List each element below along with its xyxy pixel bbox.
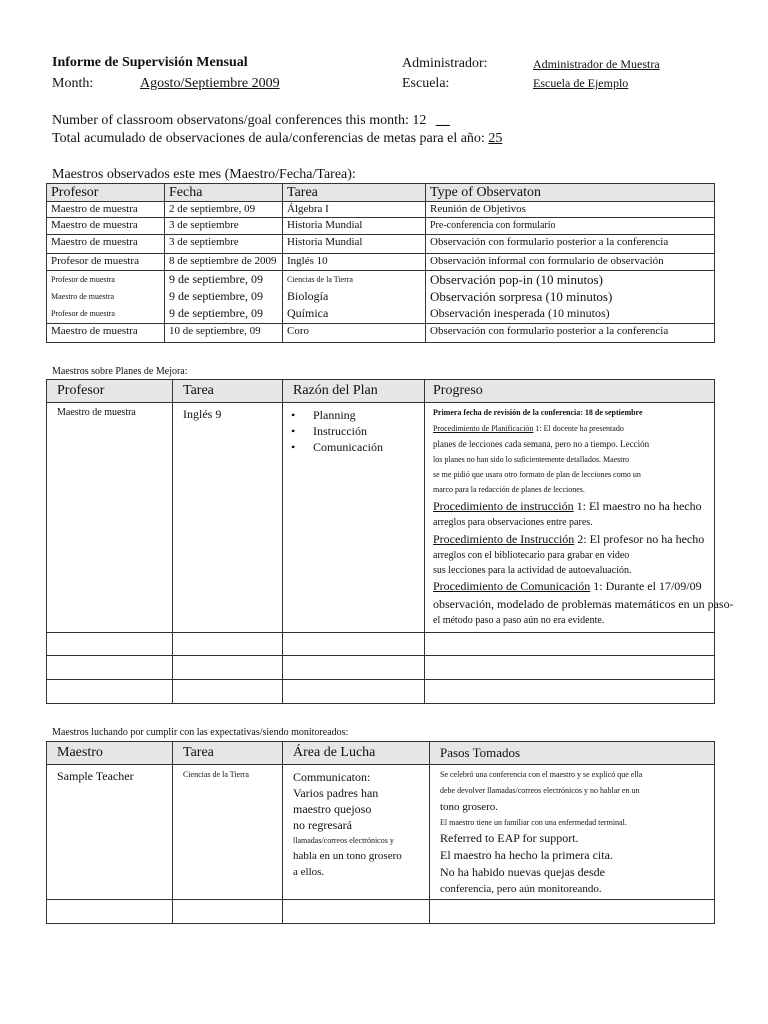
col-header-type: Type of Observaton [426,184,715,202]
struggling-header-row [47,742,715,765]
progress-heading: Procedimiento de Planificación [433,424,534,433]
area-line: llamadas/correos electrónicos y [293,836,394,845]
empty-cell [173,633,283,656]
col-header-maestro: Maestro [47,742,173,765]
table-row [47,202,715,218]
area-line: Varios padres han [293,786,379,800]
progress-line: sus lecciones para la actividad de autoevaluación. [433,565,632,576]
school-label: Escuela: [402,76,450,91]
cell-date: 10 de septiembre, 09 [165,324,283,343]
empty-cell [425,656,715,680]
cell-teacher: Profesor de muestra [47,254,165,271]
progress-line: el método paso a paso aún no era evidente. [433,615,605,626]
monthly-count-blank: __ [435,113,450,128]
progress-line: arreglos con el bibliotecario para grabar en video [433,550,630,561]
progress-line: los planes no han sido lo suficientemente detallados. Maestro [433,455,630,464]
col-header-tarea: Tarea [173,742,283,765]
cell-teacher: Sample Teacher [47,765,173,900]
progress-heading: Procedimiento de Instrucción [433,532,575,546]
col-header-fecha: Fecha [165,184,283,202]
cell-course: Ciencias de la Tierra [287,275,353,284]
empty-cell [425,680,715,704]
table-row [47,900,715,924]
progress-line: observación, modelado de problemas matemáticos en un paso- [433,597,734,611]
list-item: • Instrucción [291,423,416,439]
progress-text: 1: El docente ha presentado [533,424,624,433]
report-title: Informe de Supervisión Mensual [52,55,248,70]
list-item: • Planning [291,407,416,423]
empty-cell [173,900,283,924]
empty-cell [430,900,715,924]
cell-type: Observación con formulario posterior a la conferencia [426,235,715,254]
empty-cell [425,633,715,656]
steps-line: Se celebró una conferencia con el maestro y se explicó que ella [440,770,643,779]
cell-teacher-group [47,271,165,324]
cell-course: Biología [287,289,329,303]
area-line: no regresará [293,818,352,832]
steps-line: Referred to EAP for support. [440,831,579,845]
steps-line: tono grosero. [440,801,499,813]
progress-line: Primera fecha de revisión de la conferencia: 18 de septiembre [433,408,643,417]
steps-line: conferencia, pero aún monitoreando. [440,883,602,895]
yearly-total-line [52,131,502,147]
progress-line: marco para la redacción de planes de lecciones. [433,485,585,494]
area-line: habla en un tono grosero [293,850,402,862]
month-label: Month: [52,76,94,91]
cell-course: Historia Mundial [283,235,426,254]
empty-cell [283,680,425,704]
progress-heading: Procedimiento de instrucción [433,499,574,513]
cell-progress [425,403,734,633]
table-row [47,235,715,254]
admin-value: Administrador de Muestra [533,57,660,71]
cell-course: Álgebra I [283,202,426,218]
cell-date: 3 de septiembre [165,218,283,235]
struggling-table [46,741,715,924]
steps-line: El maestro ha hecho la primera cita. [440,848,613,862]
cell-type-group [426,271,715,324]
cell-type: Observación inesperada (10 minutos) [430,306,610,320]
admin-label: Administrador: [402,56,488,71]
cell-course: Coro [283,324,426,343]
observed-table [46,183,715,343]
cell-date: 9 de septiembre, 09 [169,306,263,320]
cell-date-group [165,271,283,324]
progress-line: se me pidió que usara otro formato de plan de lecciones como un [433,470,641,479]
empty-cell [173,680,283,704]
cell-type: Observación con formulario posterior a la conferencia [426,324,715,343]
empty-cell [47,900,173,924]
cell-course: Ciencias de la Tierra [173,765,283,900]
progress-line: arreglos para observaciones entre pares. [433,517,593,528]
improvement-header-row [47,380,715,403]
cell-course: Química [287,306,329,320]
col-header-pasos: Pasos Tomados [430,742,715,765]
table-row [47,218,715,235]
cell-teacher: Maestro de muestra [47,324,165,343]
cell-type: Observación informal con formulario de observación [426,254,715,271]
cell-course: Historia Mundial [283,218,426,235]
progress-line [433,578,706,595]
cell-teacher: Profesor de muestra [51,275,115,284]
table-row [47,656,715,680]
struggling-caption: Maestros luchando por cumplir con las expectativas/siendo monitoreados: [52,727,349,738]
cell-date: 3 de septiembre [165,235,283,254]
cell-course: Inglés 9 [173,403,283,633]
steps-line: No ha habido nuevas quejas desde [440,865,605,879]
empty-cell [47,633,173,656]
progress-line [433,531,706,548]
monthly-count-text: Number of classroom observatons/goal conferences this month: 12 [52,113,427,128]
cell-type: Observación pop-in (10 minutos) [430,272,603,287]
area-line: Communicaton: [293,770,371,784]
progress-line: planes de lecciones cada semana, pero no a tiempo. Lección [433,439,650,449]
progress-text: 1: Durante el 17/09/09 [590,579,702,593]
cell-course-group [283,271,426,324]
cell-teacher: Profesor de muestra [51,309,115,318]
progress-heading: Procedimiento de Comunicación [433,579,591,593]
col-header-tarea: Tarea [173,380,283,403]
col-header-tarea: Tarea [283,184,426,202]
cell-teacher: Maestro de muestra [47,403,173,633]
empty-cell [283,656,425,680]
col-header-area: Área de Lucha [283,742,430,765]
yearly-total-text: Total acumulado de observaciones de aula/conferencias de metas para el año: [52,131,485,146]
table-row [47,403,715,633]
cell-area [283,765,430,900]
cell-reasons [283,403,425,633]
table-row [47,324,715,343]
school-value: Escuela de Ejemplo [533,76,629,90]
empty-cell [283,900,430,924]
table-row [47,680,715,704]
steps-line: debe devolver llamadas/correos electrónicos y no hablar en un [440,786,640,795]
empty-cell [173,656,283,680]
cell-teacher: Maestro de muestra [47,202,165,218]
progress-line [433,421,706,437]
table-row [47,765,715,900]
observed-header-row [47,184,715,202]
area-line: a ellos. [293,866,325,878]
cell-date: 9 de septiembre, 09 [169,272,263,286]
cell-teacher: Maestro de muestra [51,292,115,301]
cell-type: Reunión de Objetivos [426,202,715,218]
cell-course: Inglés 10 [283,254,426,271]
empty-cell [283,633,425,656]
col-header-razon: Razón del Plan [283,380,425,403]
table-row [47,271,715,324]
col-header-progreso: Progreso [425,380,715,403]
col-header-profesor: Profesor [47,380,173,403]
progress-line [433,498,706,515]
yearly-total-value: 25 [488,131,503,146]
reason-list [291,407,416,455]
steps-line: El maestro tiene un familiar con una enfermedad terminal. [440,818,627,827]
cell-date: 8 de septiembre de 2009 [165,254,283,271]
list-item: • Comunicación [291,439,416,455]
month-value: Agosto/Septiembre 2009 [140,76,280,91]
area-line: maestro quejoso [293,802,372,816]
cell-date: 2 de septiembre, 09 [165,202,283,218]
cell-type: Observación sorpresa (10 minutos) [430,289,613,304]
improvement-caption: Maestros sobre Planes de Mejora: [52,366,188,377]
empty-cell [47,656,173,680]
progress-text: 2: El profesor no ha hecho [574,532,705,546]
col-header-profesor: Profesor [47,184,165,202]
table-row [47,633,715,656]
cell-steps [430,765,715,900]
observed-caption: Maestros observados este mes (Maestro/Fecha/Tarea): [52,167,356,182]
progress-text: 1: El maestro no ha hecho [573,499,702,513]
empty-cell [47,680,173,704]
monthly-count-line [52,113,450,129]
cell-type: Pre-conferencia con formulario [426,218,715,235]
cell-teacher: Maestro de muestra [47,218,165,235]
cell-date: 9 de septiembre, 09 [169,289,263,303]
cell-teacher: Maestro de muestra [47,235,165,254]
improvement-table [46,379,734,704]
table-row [47,254,715,271]
